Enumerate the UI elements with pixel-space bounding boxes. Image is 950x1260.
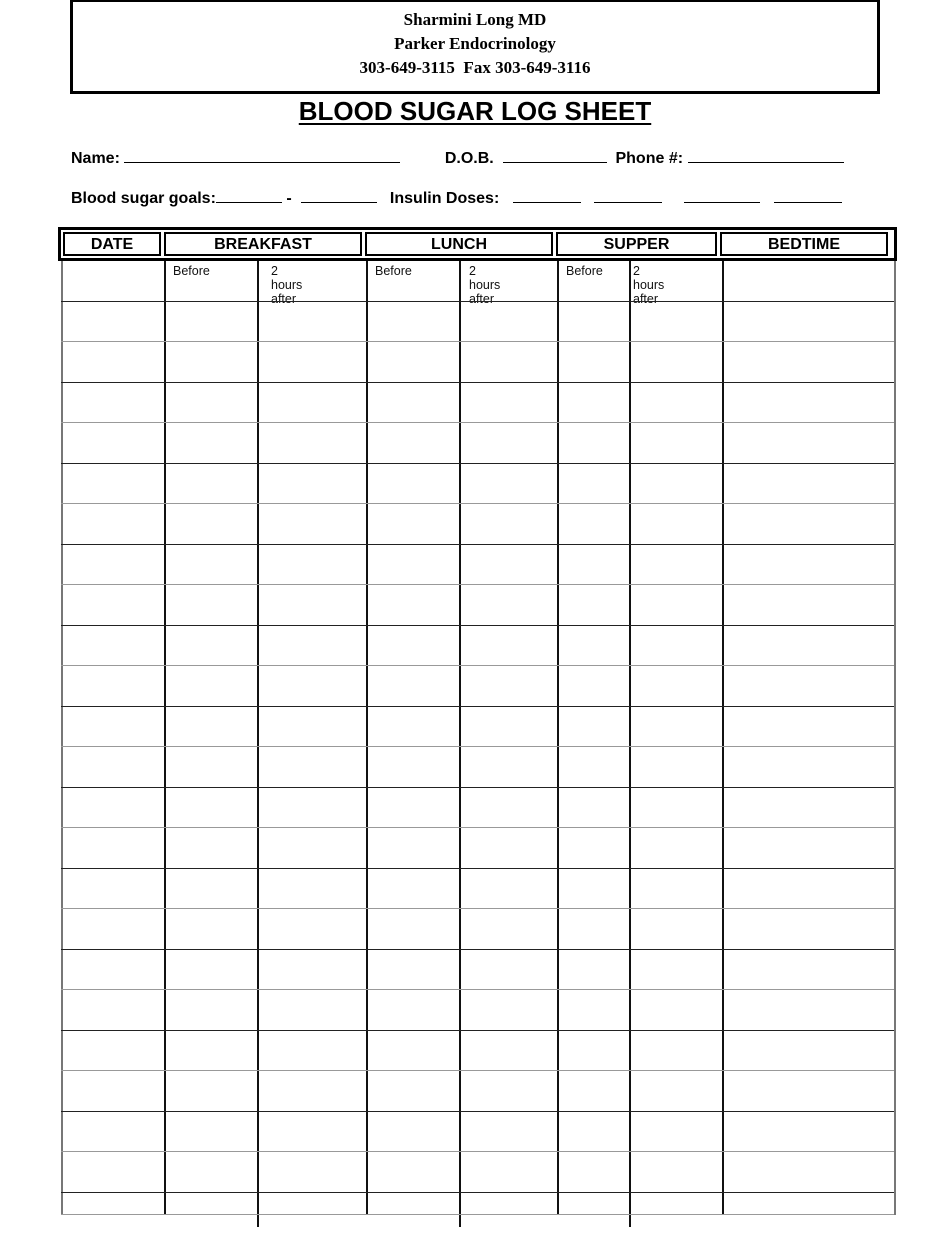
supper-after-cell[interactable] [631,1195,720,1214]
lunch-before-cell[interactable] [368,628,457,665]
supper-before-cell[interactable] [559,1154,627,1191]
lunch-before-cell[interactable] [368,992,457,1029]
supper-after-cell[interactable] [631,992,720,1029]
supper-before-cell[interactable] [559,952,627,989]
lunch-after-cell[interactable] [461,871,555,908]
name-label: Name: [71,150,120,167]
breakfast-before-cell[interactable] [166,587,255,624]
lunch-before-cell[interactable] [368,506,457,543]
supper-after-cell[interactable] [631,628,720,665]
breakfast-after-cell[interactable] [259,344,364,381]
date-cell[interactable] [63,992,162,1029]
insulin-dose-3-field[interactable] [684,188,760,203]
supper-before-label: Before [566,264,603,278]
breakfast-before-cell[interactable] [166,466,255,503]
lunch-after-cell[interactable] [461,506,555,543]
breakfast-after-cell[interactable] [259,263,364,300]
lunch-after-cell[interactable] [461,547,555,584]
supper-after-cell[interactable] [631,911,720,948]
supper-after-cell[interactable] [631,425,720,462]
supper-after-cell[interactable] [631,263,720,300]
breakfast-after-cell[interactable] [259,304,364,341]
supper-before-cell[interactable] [559,668,627,705]
breakfast-after-cell[interactable] [259,830,364,867]
breakfast-before-label: Before [173,264,210,278]
date-cell[interactable] [63,425,162,462]
supper-before-cell[interactable] [559,425,627,462]
supper-before-cell[interactable] [559,992,627,1029]
breakfast-after-cell[interactable] [259,992,364,1029]
lunch-after-cell[interactable] [461,1114,555,1151]
name-field[interactable] [124,148,400,163]
lunch-after-cell[interactable] [461,668,555,705]
lunch-before-cell[interactable] [368,425,457,462]
lunch-before-cell[interactable] [368,547,457,584]
supper-before-cell[interactable] [559,871,627,908]
lunch-after-cell[interactable] [461,344,555,381]
date-cell[interactable] [63,547,162,584]
lunch-before-cell[interactable] [368,1033,457,1070]
lunch-after-cell[interactable] [461,1195,555,1214]
breakfast-before-cell[interactable] [166,1114,255,1151]
supper-before-cell[interactable] [559,344,627,381]
breakfast-before-cell[interactable] [166,385,255,422]
insulin-dose-2-field[interactable] [594,188,662,203]
lunch-after-cell[interactable] [461,628,555,665]
date-cell[interactable] [63,1195,162,1214]
breakfast-after-cell[interactable] [259,1154,364,1191]
lunch-after-cell[interactable] [461,749,555,786]
supper-after-cell[interactable] [631,1033,720,1070]
breakfast-after-cell[interactable] [259,385,364,422]
breakfast-before-cell[interactable] [166,749,255,786]
supper-after-cell[interactable] [631,547,720,584]
lunch-after-cell[interactable] [461,587,555,624]
breakfast-after-cell[interactable] [259,871,364,908]
lunch-before-cell[interactable] [368,263,457,300]
lunch-after-cell[interactable] [461,911,555,948]
lunch-after-cell[interactable] [461,790,555,827]
supper-after-cell[interactable] [631,385,720,422]
insulin-dose-1-field[interactable] [513,188,581,203]
bedtime-cell[interactable] [724,628,892,665]
breakfast-after-cell[interactable] [259,790,364,827]
lunch-before-cell[interactable] [368,344,457,381]
bedtime-cell[interactable] [724,790,892,827]
supper-after-cell[interactable] [631,587,720,624]
supper-after-cell[interactable] [631,830,720,867]
supper-before-cell[interactable] [559,587,627,624]
bedtime-cell[interactable] [724,304,892,341]
breakfast-before-cell[interactable] [166,263,255,300]
lunch-before-cell[interactable] [368,1073,457,1110]
breakfast-before-cell[interactable] [166,425,255,462]
bedtime-cell[interactable] [724,749,892,786]
supper-after-cell[interactable] [631,1154,720,1191]
lunch-after-cell[interactable] [461,952,555,989]
supper-before-cell[interactable] [559,466,627,503]
supper-before-cell[interactable] [559,911,627,948]
lunch-after-cell[interactable] [461,1073,555,1110]
letterhead [70,0,880,94]
doctor-name: Sharmini Long MD [403,10,547,29]
breakfast-after-cell[interactable] [259,749,364,786]
breakfast-before-cell[interactable] [166,1033,255,1070]
bedtime-cell[interactable] [724,263,892,300]
breakfast-after-cell[interactable] [259,506,364,543]
supper-before-cell[interactable] [559,830,627,867]
right-border [894,261,896,1215]
breakfast-after-cell[interactable] [259,1033,364,1070]
bedtime-cell[interactable] [724,668,892,705]
date-cell[interactable] [63,1033,162,1070]
lunch-after-cell[interactable] [461,425,555,462]
supper-after-cell[interactable] [631,709,720,746]
breakfast-after-cell[interactable] [259,466,364,503]
table-header [58,227,897,261]
lunch-before-cell[interactable] [368,1154,457,1191]
lunch-after-cell[interactable] [461,1154,555,1191]
lunch-before-cell[interactable] [368,790,457,827]
breakfast-before-cell[interactable] [166,628,255,665]
breakfast-before-cell[interactable] [166,1154,255,1191]
lunch-before-cell[interactable] [368,952,457,989]
supper-before-cell[interactable] [559,506,627,543]
breakfast-after-cell[interactable] [259,1073,364,1110]
bedtime-cell[interactable] [724,1114,892,1151]
supper-before-cell[interactable] [559,304,627,341]
breakfast-after-cell[interactable] [259,952,364,989]
goals-high-field[interactable] [301,188,377,203]
lunch-before-cell[interactable] [368,587,457,624]
bedtime-cell[interactable] [724,871,892,908]
date-cell[interactable] [63,830,162,867]
breakfast-before-cell[interactable] [166,304,255,341]
date-cell[interactable] [63,385,162,422]
date-cell[interactable] [63,1154,162,1191]
breakfast-before-cell[interactable] [166,506,255,543]
supper-after-cell[interactable] [631,749,720,786]
bedtime-cell[interactable] [724,1033,892,1070]
bedtime-cell[interactable] [724,952,892,989]
date-cell[interactable] [63,587,162,624]
header-supper: SUPPER [556,232,717,256]
date-cell[interactable] [63,628,162,665]
supper-after-label: 2 hours after [633,264,665,306]
breakfast-after-cell[interactable] [259,709,364,746]
supper-before-cell[interactable] [559,1073,627,1110]
supper-before-cell[interactable] [559,1195,627,1214]
date-cell[interactable] [63,790,162,827]
goals-separator: - [286,190,292,207]
lunch-after-cell[interactable] [461,385,555,422]
lunch-before-cell[interactable] [368,871,457,908]
bedtime-cell[interactable] [724,466,892,503]
date-cell[interactable] [63,749,162,786]
bedtime-cell[interactable] [724,830,892,867]
lunch-after-cell[interactable] [461,1033,555,1070]
breakfast-before-cell[interactable] [166,952,255,989]
lunch-before-cell[interactable] [368,709,457,746]
header-lunch: LUNCH [365,232,553,256]
supper-after-cell[interactable] [631,1073,720,1110]
lunch-after-cell[interactable] [461,830,555,867]
date-cell[interactable] [63,668,162,705]
supper-before-cell[interactable] [559,1114,627,1151]
bedtime-cell[interactable] [724,385,892,422]
supper-after-cell[interactable] [631,952,720,989]
goals-label: Blood sugar goals: [71,190,216,207]
dob-label: D.O.B. [444,150,494,167]
lunch-before-cell[interactable] [368,830,457,867]
lunch-before-label: Before [375,264,412,278]
lunch-after-cell[interactable] [461,709,555,746]
breakfast-before-cell[interactable] [166,668,255,705]
supper-before-cell[interactable] [559,709,627,746]
header-date: DATE [63,232,161,256]
date-cell[interactable] [63,263,162,300]
breakfast-after-cell[interactable] [259,668,364,705]
date-cell[interactable] [63,466,162,503]
breakfast-before-cell[interactable] [166,830,255,867]
lunch-before-cell[interactable] [368,466,457,503]
supper-after-cell[interactable] [631,871,720,908]
supper-before-cell[interactable] [559,547,627,584]
breakfast-after-cell[interactable] [259,425,364,462]
goals-line [71,188,842,208]
bedtime-cell[interactable] [724,506,892,543]
bedtime-cell[interactable] [724,1073,892,1110]
bedtime-cell[interactable] [724,992,892,1029]
bedtime-cell[interactable] [724,709,892,746]
supper-before-cell[interactable] [559,1033,627,1070]
breakfast-before-cell[interactable] [166,992,255,1029]
insulin-label: Insulin Doses: [389,190,500,207]
breakfast-after-label: 2 hours after [271,264,303,306]
date-cell[interactable] [63,952,162,989]
goals-low-field[interactable] [216,188,282,203]
breakfast-after-cell[interactable] [259,547,364,584]
supper-before-cell[interactable] [559,263,627,300]
breakfast-before-cell[interactable] [166,344,255,381]
phone-label: Phone #: [615,150,684,167]
lunch-after-cell[interactable] [461,304,555,341]
supper-after-cell[interactable] [631,668,720,705]
lunch-before-cell[interactable] [368,385,457,422]
lunch-before-cell[interactable] [368,911,457,948]
lunch-before-cell[interactable] [368,1114,457,1151]
bedtime-cell[interactable] [724,911,892,948]
supper-before-cell[interactable] [559,790,627,827]
supper-before-cell[interactable] [559,628,627,665]
dob-field[interactable] [503,148,607,163]
supper-after-cell[interactable] [631,344,720,381]
breakfast-after-cell[interactable] [259,1195,364,1214]
supper-after-cell[interactable] [631,790,720,827]
supper-before-cell[interactable] [559,749,627,786]
header-bedtime: BEDTIME [720,232,888,256]
date-cell[interactable] [63,871,162,908]
breakfast-before-cell[interactable] [166,1195,255,1214]
lunch-before-cell[interactable] [368,749,457,786]
phone-field[interactable] [688,148,844,163]
breakfast-before-cell[interactable] [166,911,255,948]
breakfast-after-cell[interactable] [259,911,364,948]
lunch-after-cell[interactable] [461,263,555,300]
practice-name: Parker Endocrinology [394,34,556,53]
practice-contact: 303-649-3115 Fax 303-649-3116 [359,58,591,77]
bedtime-cell[interactable] [724,587,892,624]
breakfast-before-cell[interactable] [166,547,255,584]
insulin-dose-4-field[interactable] [774,188,842,203]
page-title: BLOOD SUGAR LOG SHEET [298,96,652,126]
supper-after-cell[interactable] [631,1114,720,1151]
lunch-before-cell[interactable] [368,1195,457,1214]
lunch-before-cell[interactable] [368,304,457,341]
patient-info-line [71,148,844,168]
breakfast-before-cell[interactable] [166,871,255,908]
supper-after-cell[interactable] [631,506,720,543]
date-cell[interactable] [63,709,162,746]
bedtime-cell[interactable] [724,547,892,584]
supper-after-cell[interactable] [631,466,720,503]
date-cell[interactable] [63,344,162,381]
breakfast-after-cell[interactable] [259,628,364,665]
header-breakfast: BREAKFAST [164,232,362,256]
bedtime-cell[interactable] [724,1195,892,1214]
breakfast-before-cell[interactable] [166,709,255,746]
date-cell[interactable] [63,304,162,341]
date-cell[interactable] [63,1114,162,1151]
bedtime-cell[interactable] [724,425,892,462]
breakfast-after-cell[interactable] [259,587,364,624]
breakfast-before-cell[interactable] [166,1073,255,1110]
bedtime-cell[interactable] [724,344,892,381]
lunch-after-label: 2 hours after [469,264,501,306]
lunch-after-cell[interactable] [461,466,555,503]
bedtime-cell[interactable] [724,1154,892,1191]
supper-after-cell[interactable] [631,304,720,341]
lunch-after-cell[interactable] [461,992,555,1029]
lunch-before-cell[interactable] [368,668,457,705]
breakfast-after-cell[interactable] [259,1114,364,1151]
breakfast-before-cell[interactable] [166,790,255,827]
date-cell[interactable] [63,1073,162,1110]
date-cell[interactable] [63,911,162,948]
date-cell[interactable] [63,506,162,543]
supper-before-cell[interactable] [559,385,627,422]
